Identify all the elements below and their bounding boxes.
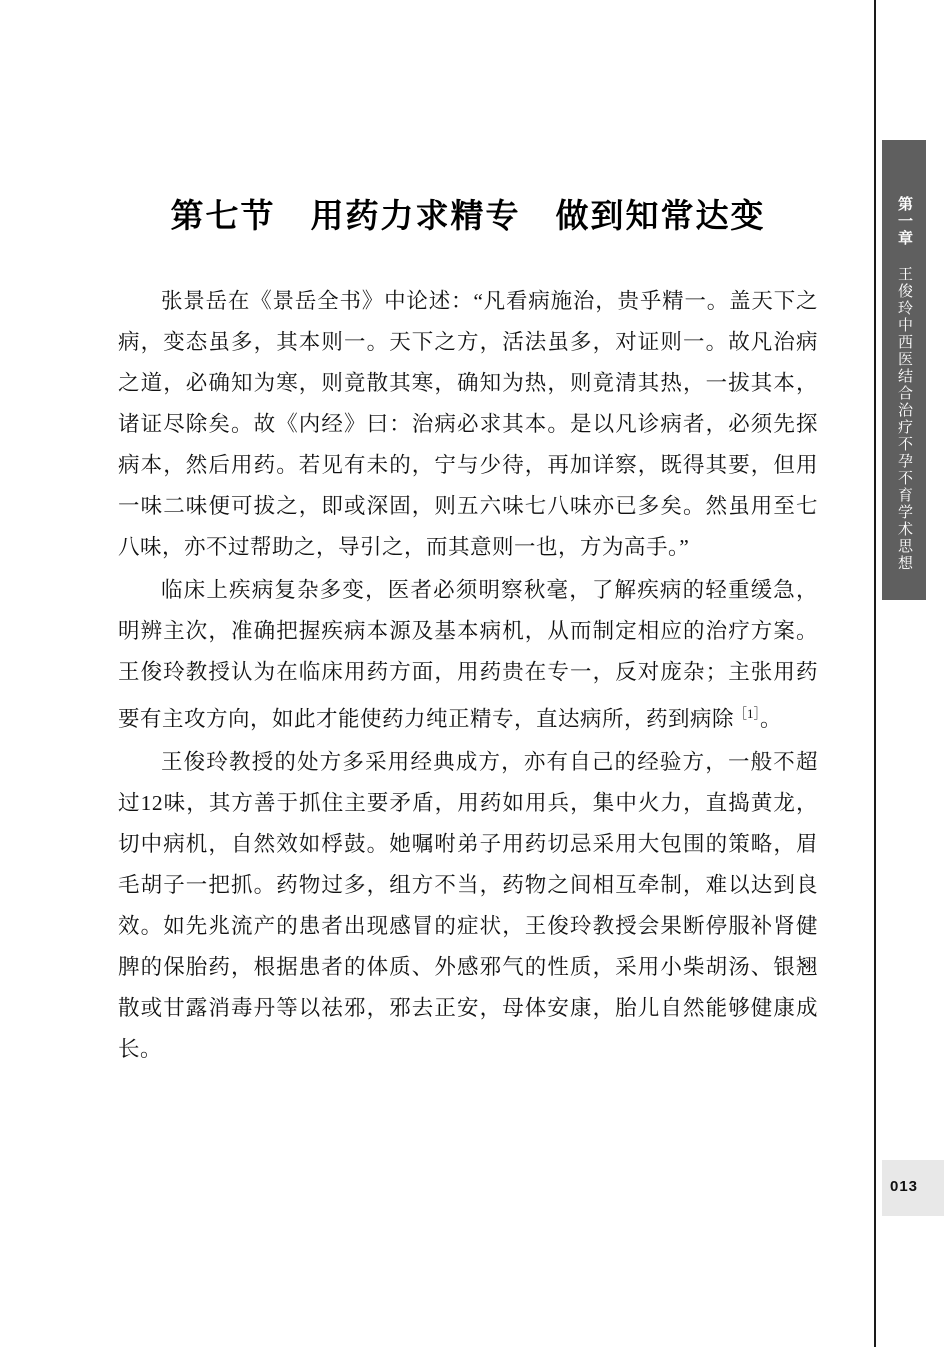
paragraph-2-text: 临床上疾病复杂多变，医者必须明察秋毫，了解疾病的轻重缓急，明辨主次，准确把握疾病本源及基本病机，从而制定相应的治疗方案。王俊玲教授认为在临床用药方面，用药贵在专一，反对庞杂；主张用药要有主攻方向，如此才能使药力纯正精专，直达病所，药到病除 — [118, 578, 818, 732]
paragraph-1: 张景岳在《景岳全书》中论述：“凡看病施治，贵乎精一。盖天下之病，变态虽多，其本则一。天下之方，活法虽多，对证则一。故凡治病之道，必确知为寒，则竟散其寒，确知为热，则竟清其热，一拔其本，诸证尽除矣。故《内经》曰：治病必求其本。是以凡诊病者，必须先探病本，然后用药。若见有未的，宁与少待，再加详察，既得其要，但用一味二味便可拔之，即或深固，则五六味七八味亦已多矣。然虽用至七八味，亦不过帮助之，导引之，而其意则一也，方为高手。” — [118, 289, 818, 559]
page-content — [118, 190, 818, 1072]
paragraph-3: 王俊玲教授的处方多采用经典成方，亦有自己的经验方，一般不超过12味，其方善于抓住主要矛盾，用药如用兵，集中火力，直捣黄龙，切中病机，自然效如桴鼓。她嘱咐弟子用药切忌采用大包围的策略，眉毛胡子一把抓。药物过多，组方不当，药物之间相互牵制，难以达到良效。如先兆流产的患者出现感冒的症状，王俊玲教授会果断停服补肾健脾的保胎药，根据患者的体质、外感邪气的性质，采用小柴胡汤、银翘散或甘露消毒丹等以祛邪，邪去正安，母体安康，胎儿自然能够健康成长。 — [118, 750, 818, 1062]
paragraph-2-tail: 。 — [760, 707, 783, 732]
page-number: 013 — [890, 1178, 919, 1195]
page-title: 第七节 用药力求精专 做到知常达变 — [170, 196, 766, 235]
chapter-running-head-text — [884, 196, 924, 596]
footnote-reference: ［1］ — [734, 706, 761, 721]
chapter-number-label: 第一章 — [896, 196, 913, 247]
paragraph-2 — [118, 570, 818, 740]
page-edge-rule — [874, 0, 876, 1347]
chapter-title-label: 王俊玲中西医结合治疗不孕不育学术思想 — [896, 266, 913, 572]
